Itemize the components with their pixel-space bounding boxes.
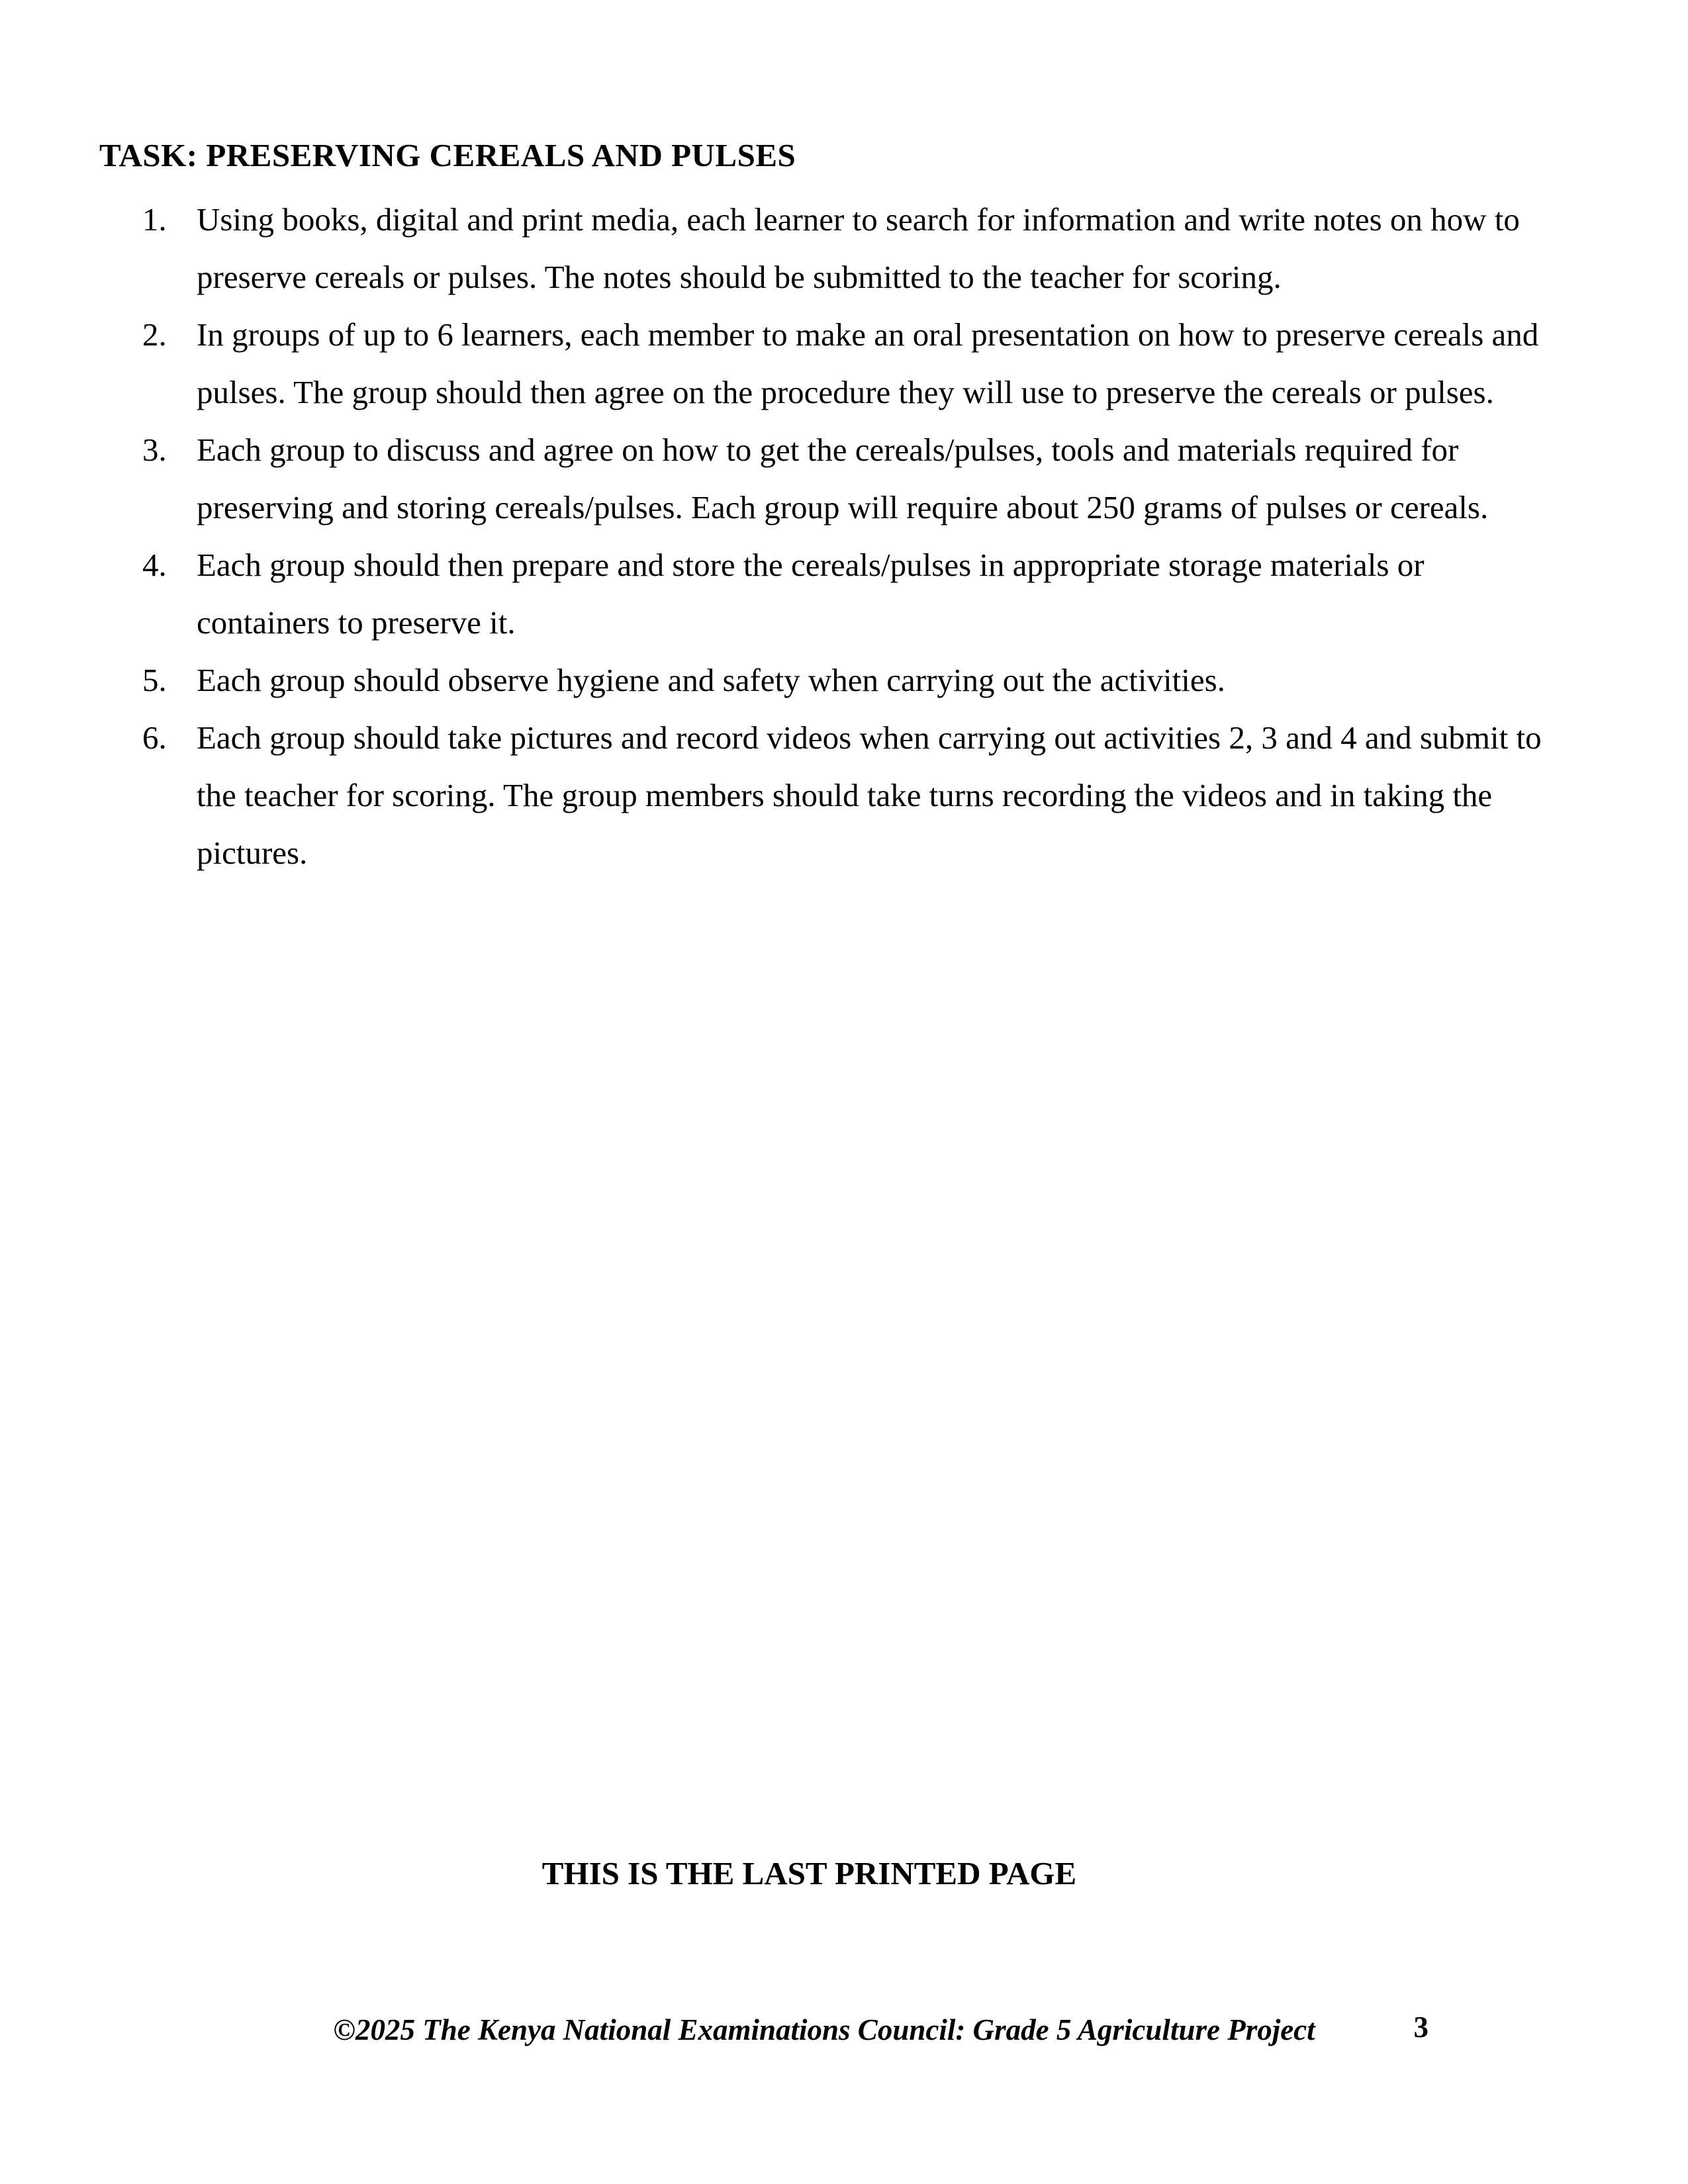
task-item-text: Each group should take pictures and record videos when carrying out activities 2, 3 and 4 and submit to the teacher for scoring. The group members should take turns recording the videos and in taking the pictures. — [197, 719, 1542, 871]
task-item — [99, 306, 1549, 421]
task-item-number: 1. — [142, 201, 167, 238]
task-title: TASK: PRESERVING CEREALS AND PULSES — [99, 137, 796, 173]
task-item-text: Using books, digital and print media, each learner to search for information and write notes on how to preserve cereals or pulses. The notes should be submitted to the teacher for scoring. — [197, 201, 1520, 295]
task-item-text: Each group should observe hygiene and safety when carrying out the activities. — [197, 662, 1225, 698]
page-footer — [99, 2012, 1549, 2048]
page-number: 3 — [1413, 2011, 1429, 2044]
last-page-notice: THIS IS THE LAST PRINTED PAGE — [541, 1855, 1077, 1891]
task-item-number: 3. — [142, 432, 167, 468]
copyright-text: ©2025 The Kenya National Examinations Council: Grade 5 Agriculture Project — [333, 2013, 1315, 2046]
task-item-number: 4. — [142, 547, 167, 583]
task-item — [99, 421, 1549, 536]
task-item-number: 6. — [142, 719, 167, 756]
task-item-number: 2. — [142, 316, 167, 353]
task-item-number: 5. — [142, 662, 167, 698]
task-item-text: Each group to discuss and agree on how to get the cereals/pulses, tools and materials required for preserving and storing cereals/pulses. Each group will require about 250 grams of pulses or cereals. — [197, 432, 1489, 525]
task-item — [99, 191, 1549, 306]
task-item-text: In groups of up to 6 learners, each member to make an oral presentation on how to preserve cereals and pulses. The group should then agree on the procedure they will use to preserve the cereals or pulses. — [197, 316, 1539, 410]
task-list — [99, 191, 1549, 882]
task-item — [99, 536, 1549, 651]
task-item — [99, 651, 1549, 709]
task-item-text: Each group should then prepare and store the cereals/pulses in appropriate storage materials or containers to preserve it. — [197, 547, 1425, 641]
task-item — [99, 709, 1549, 882]
